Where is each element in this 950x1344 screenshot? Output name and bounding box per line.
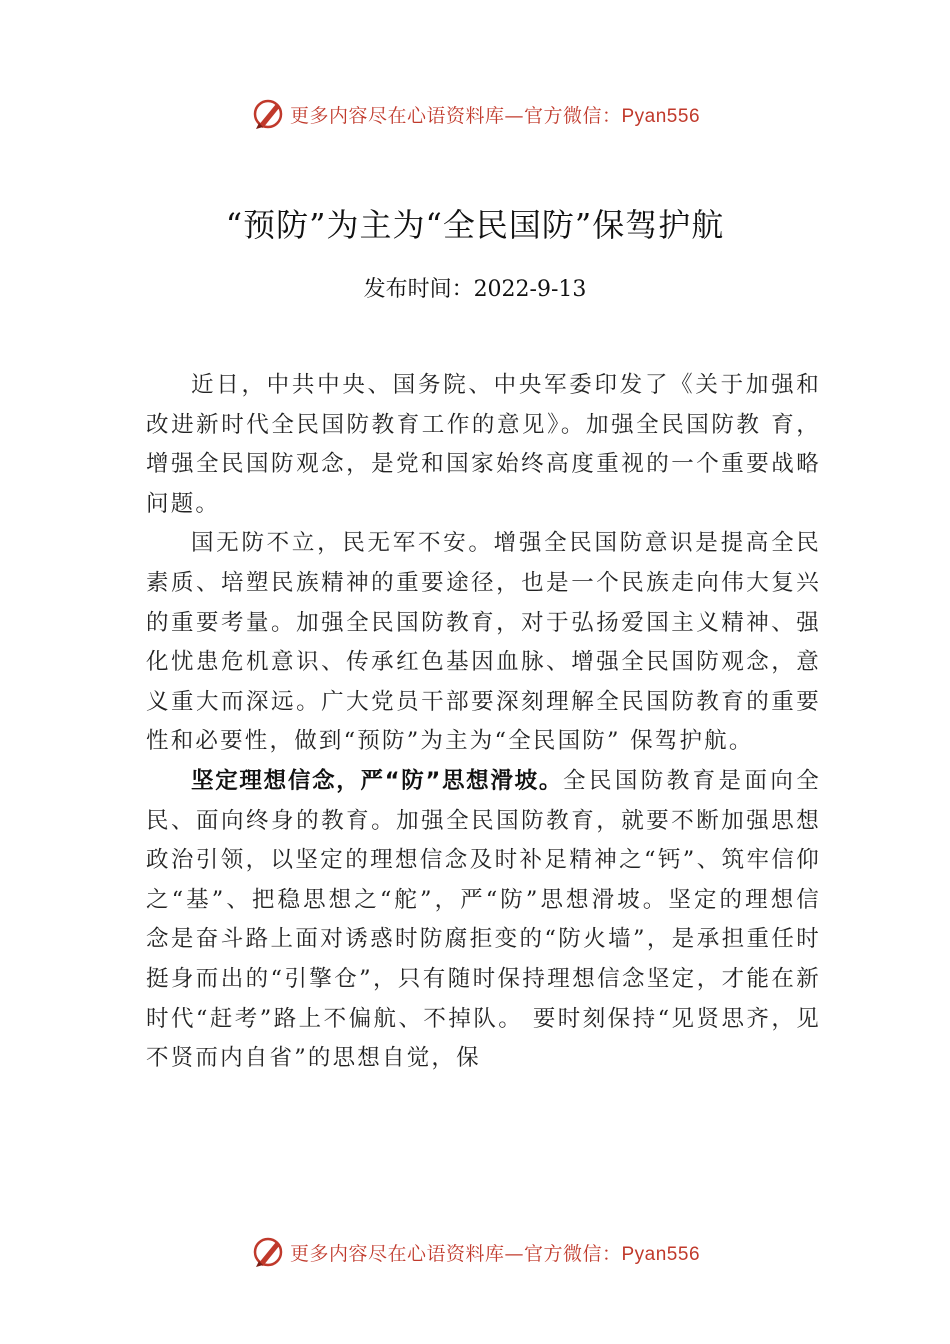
- paragraph-lead-bold: 坚定理想信念，严“防”思想滑坡。: [191, 767, 564, 794]
- paragraph: [146, 524, 821, 762]
- footer-watermark-banner: [0, 1232, 950, 1272]
- paragraph-text: 近日，中共中央、国务院、中央军委印发了《关于加强和改进新时代全民国防教育工作的意见》。加强全民国防教 育，增强全民国防观念，是党和国家始终高度重视的一个重要战略问题。: [146, 372, 821, 517]
- watermark-label: 更多内容尽在心语资料库—官方微信：: [289, 104, 622, 127]
- watermark-label: 更多内容尽在心语资料库—官方微信：: [289, 1242, 622, 1265]
- paragraph-text: 国无防不立，民无军不安。增强全民国防意识是提高全民素质、培塑民族精神的重要途径，也是一个民族走向伟大复兴的重要考量。加强全民国防教育，对于弘扬爱国主义精神、强化忧患危机意识、传承红色基因血脉、增强全民国防观念，意义重大而深远。广大党员干部要深刻理解全民国防教育的重要性和必要性，做到“预防”为主为“全民国防” 保驾护航。: [146, 530, 821, 755]
- pen-logo-icon: [250, 1234, 286, 1270]
- wechat-id: Pyan556: [621, 105, 701, 127]
- watermark-text: [290, 101, 700, 128]
- pen-logo-icon: [250, 96, 286, 132]
- page-title: “预防”为主为“全民国防”保驾护航: [225, 206, 725, 244]
- paragraph: [146, 366, 821, 524]
- header-watermark-banner: [0, 94, 950, 134]
- article-body: [146, 366, 821, 1079]
- publish-date: 发布时间：2022-9-13: [363, 277, 587, 302]
- paragraph-text: 全民国防教育是面向全民、面向终身的教育。加强全民国防教育，就要不断加强思想政治引领，以坚定的理想信念及时补足精神之“钙”、筑牢信仰之“基”、把稳思想之“舵”，严“防”思想滑坡。坚定的理想信念是奋斗路上面对诱惑时防腐拒变的“防火墙”，是承担重任时挺身而出的“引擎仓”，只有随时保持理想信念坚定，才能在新时代“赶考”路上不偏航、不掉队。 要时刻保持“见贤思齐，见不贤而内自省”的思想自觉，保: [146, 767, 821, 1072]
- wechat-id: Pyan556: [621, 1243, 701, 1265]
- watermark-text: [290, 1239, 700, 1266]
- paragraph: [146, 762, 821, 1079]
